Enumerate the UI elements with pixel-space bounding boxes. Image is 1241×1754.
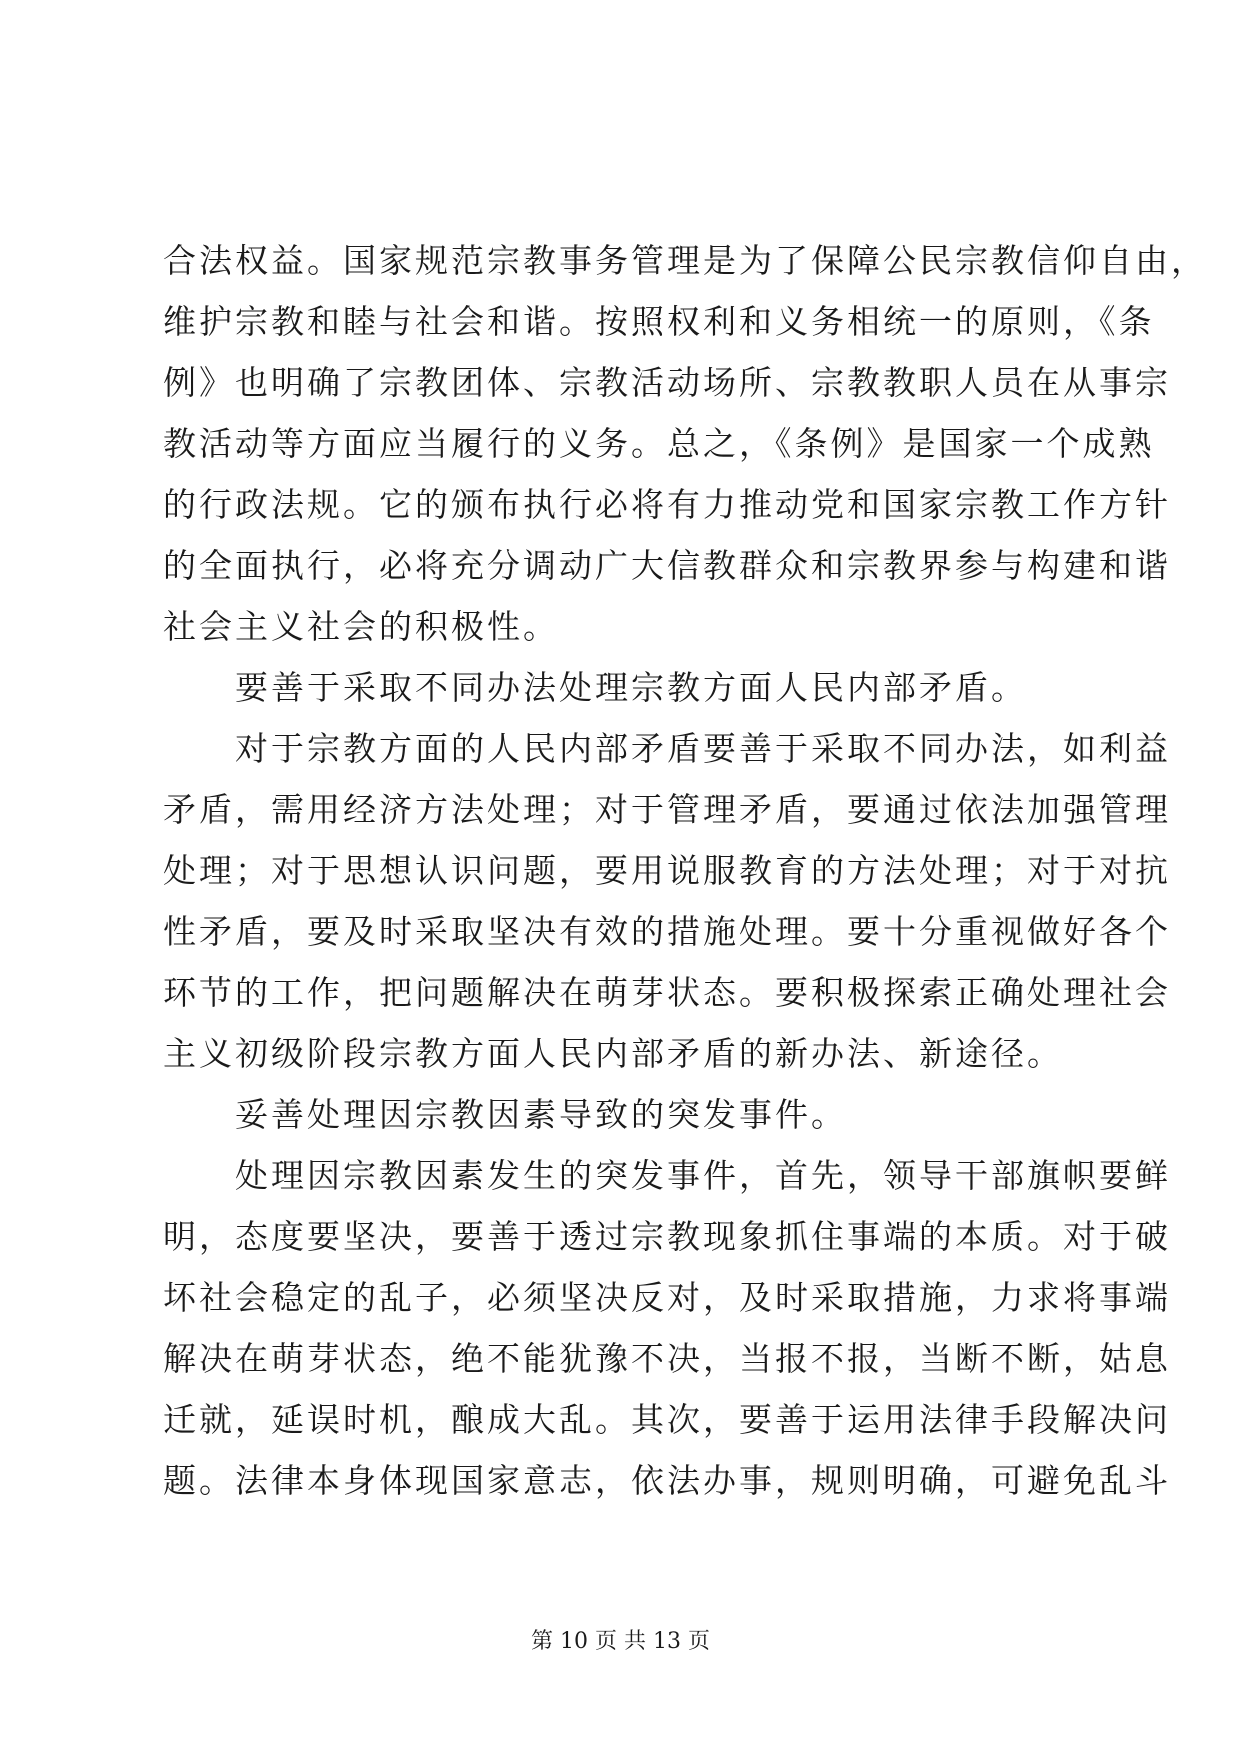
text-line: 明，态度要坚决，要善于透过宗教现象抓住事端的本质。对于破 — [163, 1217, 1171, 1256]
text-line: 对于宗教方面的人民内部矛盾要善于采取不同办法，如利益 — [235, 729, 1171, 768]
text-line: 的全面执行，必将充分调动广大信教群众和宗教界参与构建和谐 — [163, 546, 1171, 585]
text-line: 维护宗教和睦与社会和谐。按照权利和义务相统一的原则，《条 — [163, 302, 1155, 341]
text-line: 解决在萌芽状态，绝不能犹豫不决，当报不报，当断不断，姑息 — [163, 1339, 1171, 1378]
text-line: 性矛盾，要及时采取坚决有效的措施处理。要十分重视做好各个 — [163, 912, 1171, 951]
text-line: 处理；对于思想认识问题，要用说服教育的方法处理；对于对抗 — [163, 851, 1171, 890]
text-line: 教活动等方面应当履行的义务。总之，《条例》是国家一个成熟 — [163, 424, 1155, 463]
text-line: 主义初级阶段宗教方面人民内部矛盾的新办法、新途径。 — [163, 1034, 1063, 1073]
page-number-footer: 第 10 页 共 13 页 — [531, 1629, 710, 1654]
text-line: 的行政法规。它的颁布执行必将有力推动党和国家宗教工作方针 — [163, 485, 1171, 524]
text-line: 例》也明确了宗教团体、宗教活动场所、宗教教职人员在从事宗 — [163, 363, 1171, 402]
text-line: 妥善处理因宗教因素导致的突发事件。 — [235, 1095, 847, 1134]
text-line: 环节的工作，把问题解决在萌芽状态。要积极探索正确处理社会 — [163, 973, 1171, 1012]
text-line: 要善于采取不同办法处理宗教方面人民内部矛盾。 — [235, 668, 1027, 707]
text-line: 坏社会稳定的乱子，必须坚决反对，及时采取措施，力求将事端 — [163, 1278, 1171, 1317]
document-body — [163, 230, 1207, 1511]
text-line: 社会主义社会的积极性。 — [163, 607, 559, 646]
text-line: 矛盾，需用经济方法处理；对于管理矛盾，要通过依法加强管理 — [163, 790, 1171, 829]
text-line: 合法权益。国家规范宗教事务管理是为了保障公民宗教信仰自由， — [163, 241, 1207, 280]
text-line: 题。法律本身体现国家意志，依法办事，规则明确，可避免乱斗 — [163, 1461, 1171, 1500]
text-line: 迁就，延误时机，酿成大乱。其次，要善于运用法律手段解决问 — [163, 1400, 1171, 1439]
text-line: 处理因宗教因素发生的突发事件，首先，领导干部旗帜要鲜 — [235, 1156, 1171, 1195]
